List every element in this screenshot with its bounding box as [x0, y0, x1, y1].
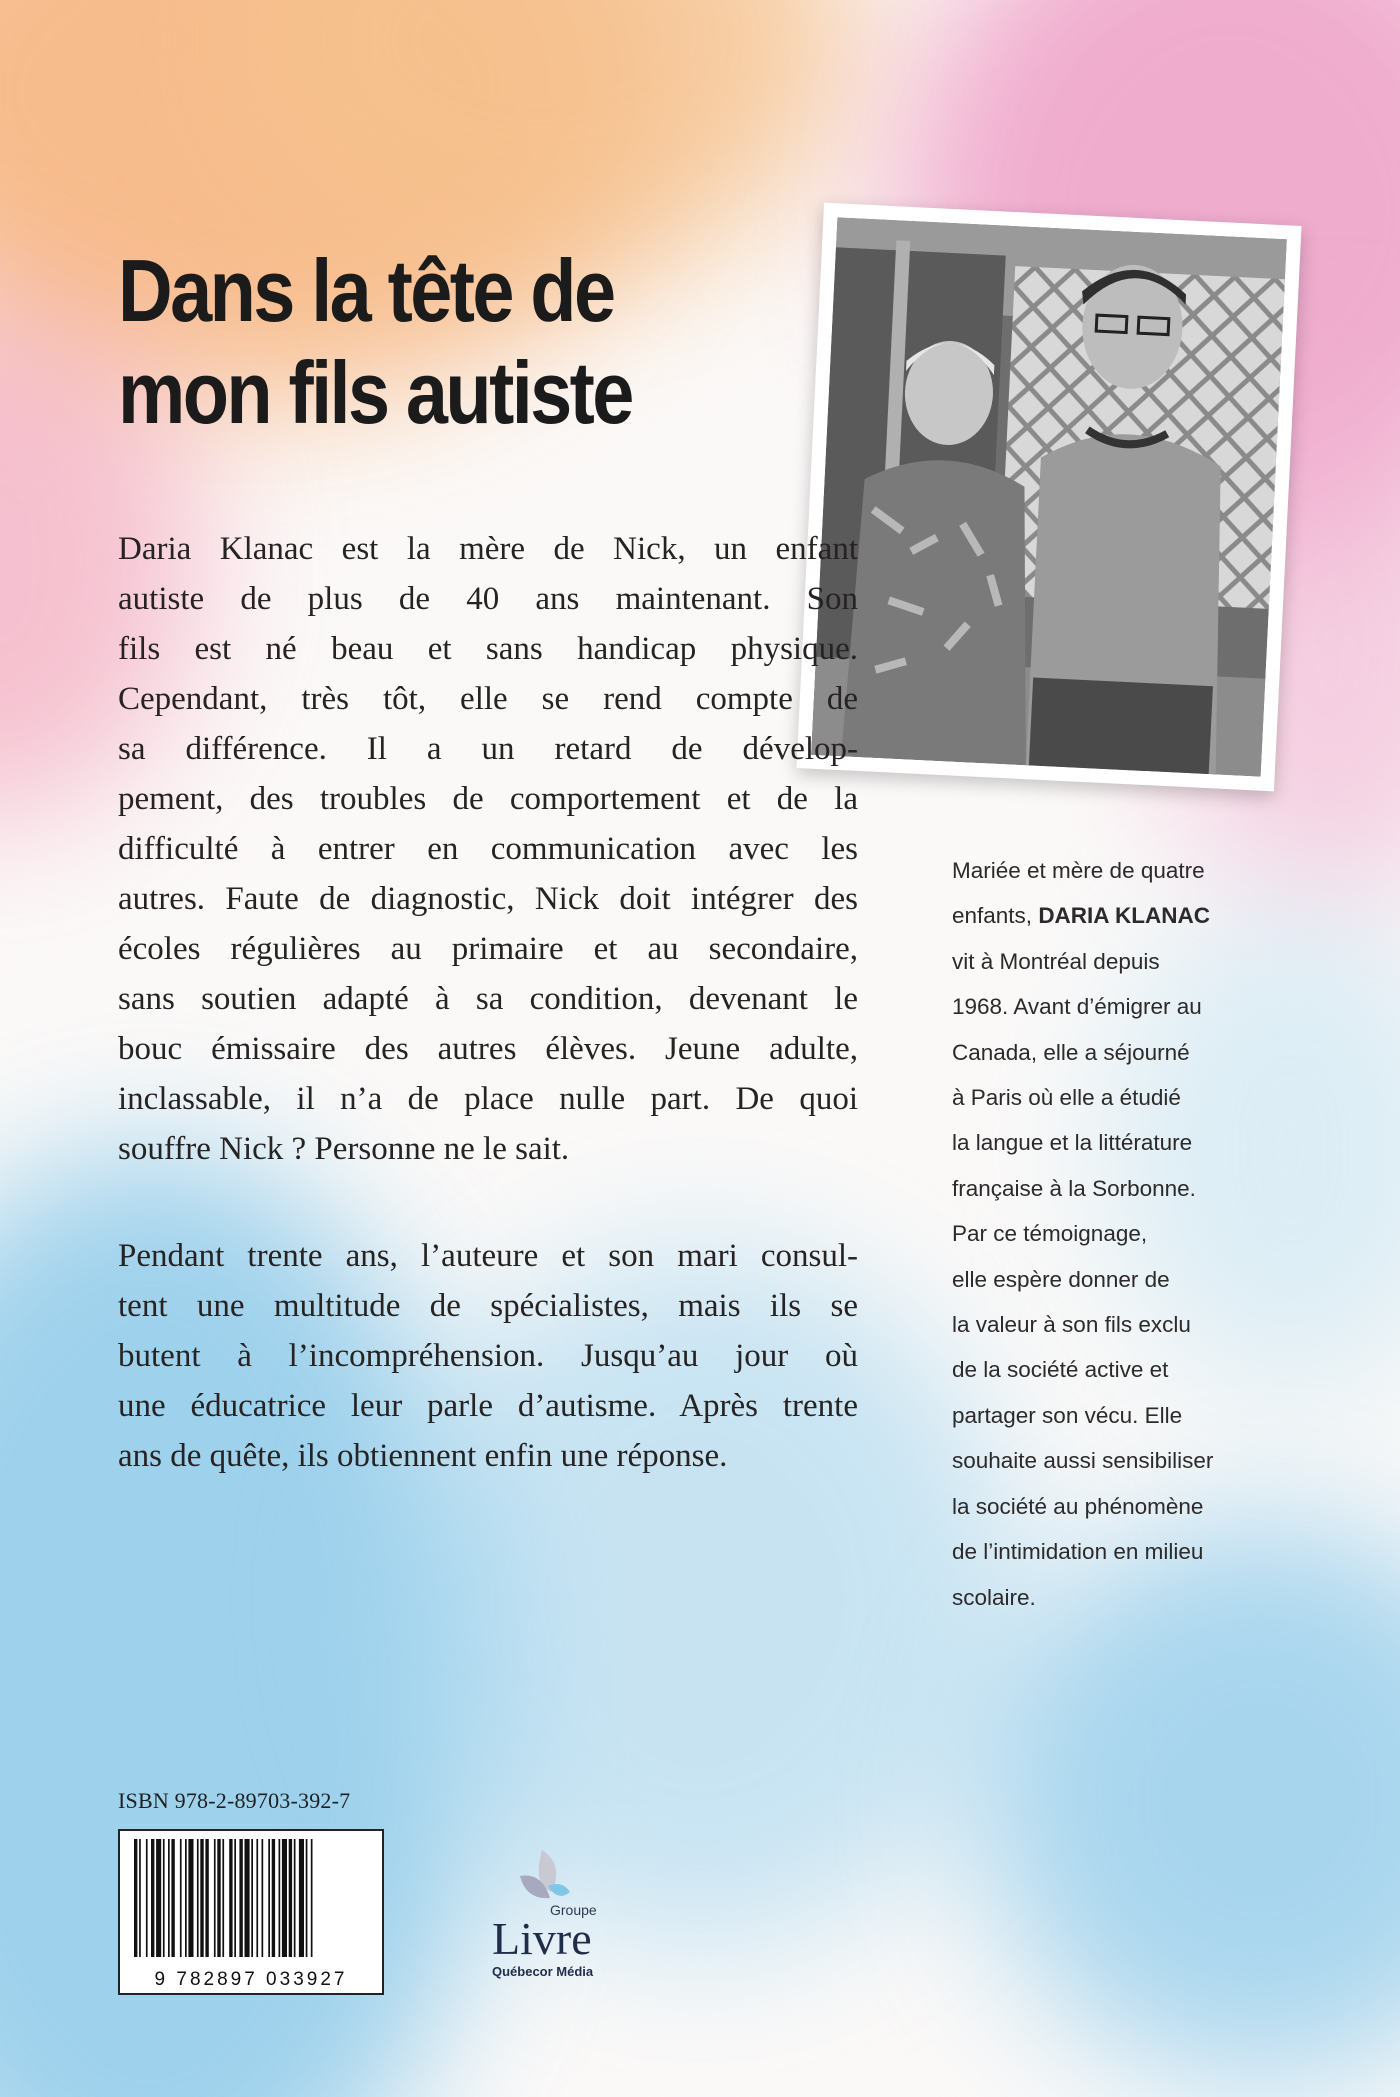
paragraph-line: fils est né beau et sans handicap physique.	[118, 631, 858, 667]
barcode-bar	[180, 1839, 182, 1957]
publisher-logo	[472, 1846, 632, 1986]
barcode-bar	[234, 1839, 236, 1957]
title-line-2: mon fils autiste	[118, 343, 632, 442]
book-title	[118, 240, 737, 444]
publisher-leaf-icon	[512, 1846, 572, 1906]
title-line-1: Dans la tête de	[118, 241, 614, 340]
barcode-bar	[272, 1839, 275, 1957]
paragraph-line: autiste de plus de 40 ans maintenant. Son	[118, 581, 858, 617]
barcode-bar	[197, 1839, 199, 1957]
bio-line: elle espère donner de	[952, 1266, 1170, 1292]
author-photo-image	[811, 217, 1287, 776]
paragraph-line: bouc émissaire des autres élèves. Jeune adulte,	[118, 1031, 858, 1067]
barcode-bar	[311, 1839, 313, 1957]
author-name: DARIA KLANAC	[1038, 903, 1210, 929]
bio-line: partager son vécu. Elle	[952, 1402, 1183, 1428]
description-paragraph-2	[118, 1231, 858, 1481]
paragraph-line: autres. Faute de diagnostic, Nick doit intégrer des	[118, 881, 858, 917]
bio-line-with-name	[952, 893, 1272, 938]
paragraph-line: inclassable, il n’a de place nulle part. De quoi	[118, 1081, 858, 1117]
barcode-bar	[306, 1839, 308, 1957]
paragraph-line: butent à l’incompréhension. Jusqu’au jour où	[118, 1338, 858, 1374]
bio-line: à Paris où elle a étudié	[952, 1085, 1181, 1111]
bio-line: la langue et la littérature	[952, 1130, 1193, 1156]
bio-line: 1968. Avant d’émigrer au	[952, 994, 1202, 1020]
publisher-subtitle: Québecor Média	[492, 1964, 594, 1979]
author-photo	[796, 203, 1301, 792]
barcode-bar	[188, 1839, 193, 1957]
paragraph-line: souffre Nick ? Personne ne le sait.	[118, 1131, 570, 1167]
paragraph-line: tent une multitude de spécialistes, mais ils se	[118, 1288, 858, 1324]
barcode-bar	[299, 1839, 304, 1957]
publisher-name: Livre	[492, 1913, 592, 1964]
bio-line: souhaite aussi sensibiliser	[952, 1448, 1214, 1474]
barcode-digits: 9 782897 033927	[154, 1969, 348, 1990]
paragraph-line: une éducatrice leur parle d’autisme. Après trente	[118, 1388, 858, 1424]
barcode-bar	[294, 1839, 296, 1957]
paragraph-line: Pendant trente ans, l’auteure et son mari consul-	[118, 1238, 858, 1274]
bio-line: Canada, elle a séjourné	[952, 1039, 1190, 1065]
barcode-bar	[279, 1839, 281, 1957]
barcode-bar	[268, 1839, 270, 1957]
barcode-bar	[200, 1839, 203, 1957]
paragraph-line: sans soutien adapté à sa condition, devenant le	[118, 981, 858, 1017]
barcode-bar	[239, 1839, 242, 1957]
bio-line: Mariée et mère de quatre	[952, 858, 1205, 883]
bio-line: de la société active et	[952, 1357, 1169, 1383]
barcode-bar	[185, 1839, 187, 1957]
barcode-bar	[251, 1839, 253, 1957]
barcode-bar	[139, 1839, 141, 1957]
barcode-bar	[229, 1839, 232, 1957]
author-bio	[952, 848, 1272, 1620]
paragraph-line: sa différence. Il a un retard de dévelop-	[118, 731, 858, 767]
bio-prefix: enfants,	[952, 903, 1039, 929]
isbn-text: ISBN 978-2-89703-392-7	[118, 1788, 351, 1813]
barcode-bar	[282, 1839, 287, 1957]
barcode-bar	[171, 1839, 174, 1957]
bio-line: Par ce témoignage,	[952, 1221, 1148, 1247]
barcode-bar	[245, 1839, 250, 1957]
barcode-bar	[156, 1839, 161, 1957]
paragraph-line: difficulté à entrer en communication avec les	[118, 831, 858, 867]
bio-line: vit à Montréal depuis	[952, 948, 1160, 974]
barcode-bar	[134, 1839, 137, 1957]
barcode-bars	[128, 1839, 374, 1957]
paragraph-line: écoles régulières au primaire et au secondaire,	[118, 931, 858, 967]
paragraph-line: ans de quête, ils obtiennent enfin une réponse.	[118, 1438, 728, 1474]
barcode-bar	[214, 1839, 216, 1957]
bio-line: scolaire.	[952, 1584, 1036, 1610]
barcode-bar	[205, 1839, 208, 1957]
barcode-bar	[217, 1839, 220, 1957]
barcode-bar	[222, 1839, 224, 1957]
barcode-bar	[146, 1839, 148, 1957]
barcode-bar	[168, 1839, 170, 1957]
barcode-bar	[289, 1839, 292, 1957]
bio-line: la valeur à son fils exclu	[952, 1312, 1191, 1338]
barcode-bar	[163, 1839, 165, 1957]
description-paragraph-1	[118, 524, 858, 1174]
paragraph-line: Cependant, très tôt, elle se rend compte de	[118, 681, 858, 717]
barcode	[118, 1829, 384, 1995]
barcode-bar	[262, 1839, 264, 1957]
bio-line: française à la Sorbonne.	[952, 1175, 1196, 1201]
barcode-bar	[256, 1839, 258, 1957]
bio-line: de l’intimidation en milieu	[952, 1539, 1204, 1565]
publisher-group-label: Groupe	[550, 1902, 597, 1918]
bio-line: la société au phénomène	[952, 1493, 1204, 1519]
paragraph-line: pement, des troubles de comportement et de la	[118, 781, 858, 817]
paragraph-line: Daria Klanac est la mère de Nick, un enfant	[118, 531, 858, 567]
barcode-bar	[151, 1839, 154, 1957]
